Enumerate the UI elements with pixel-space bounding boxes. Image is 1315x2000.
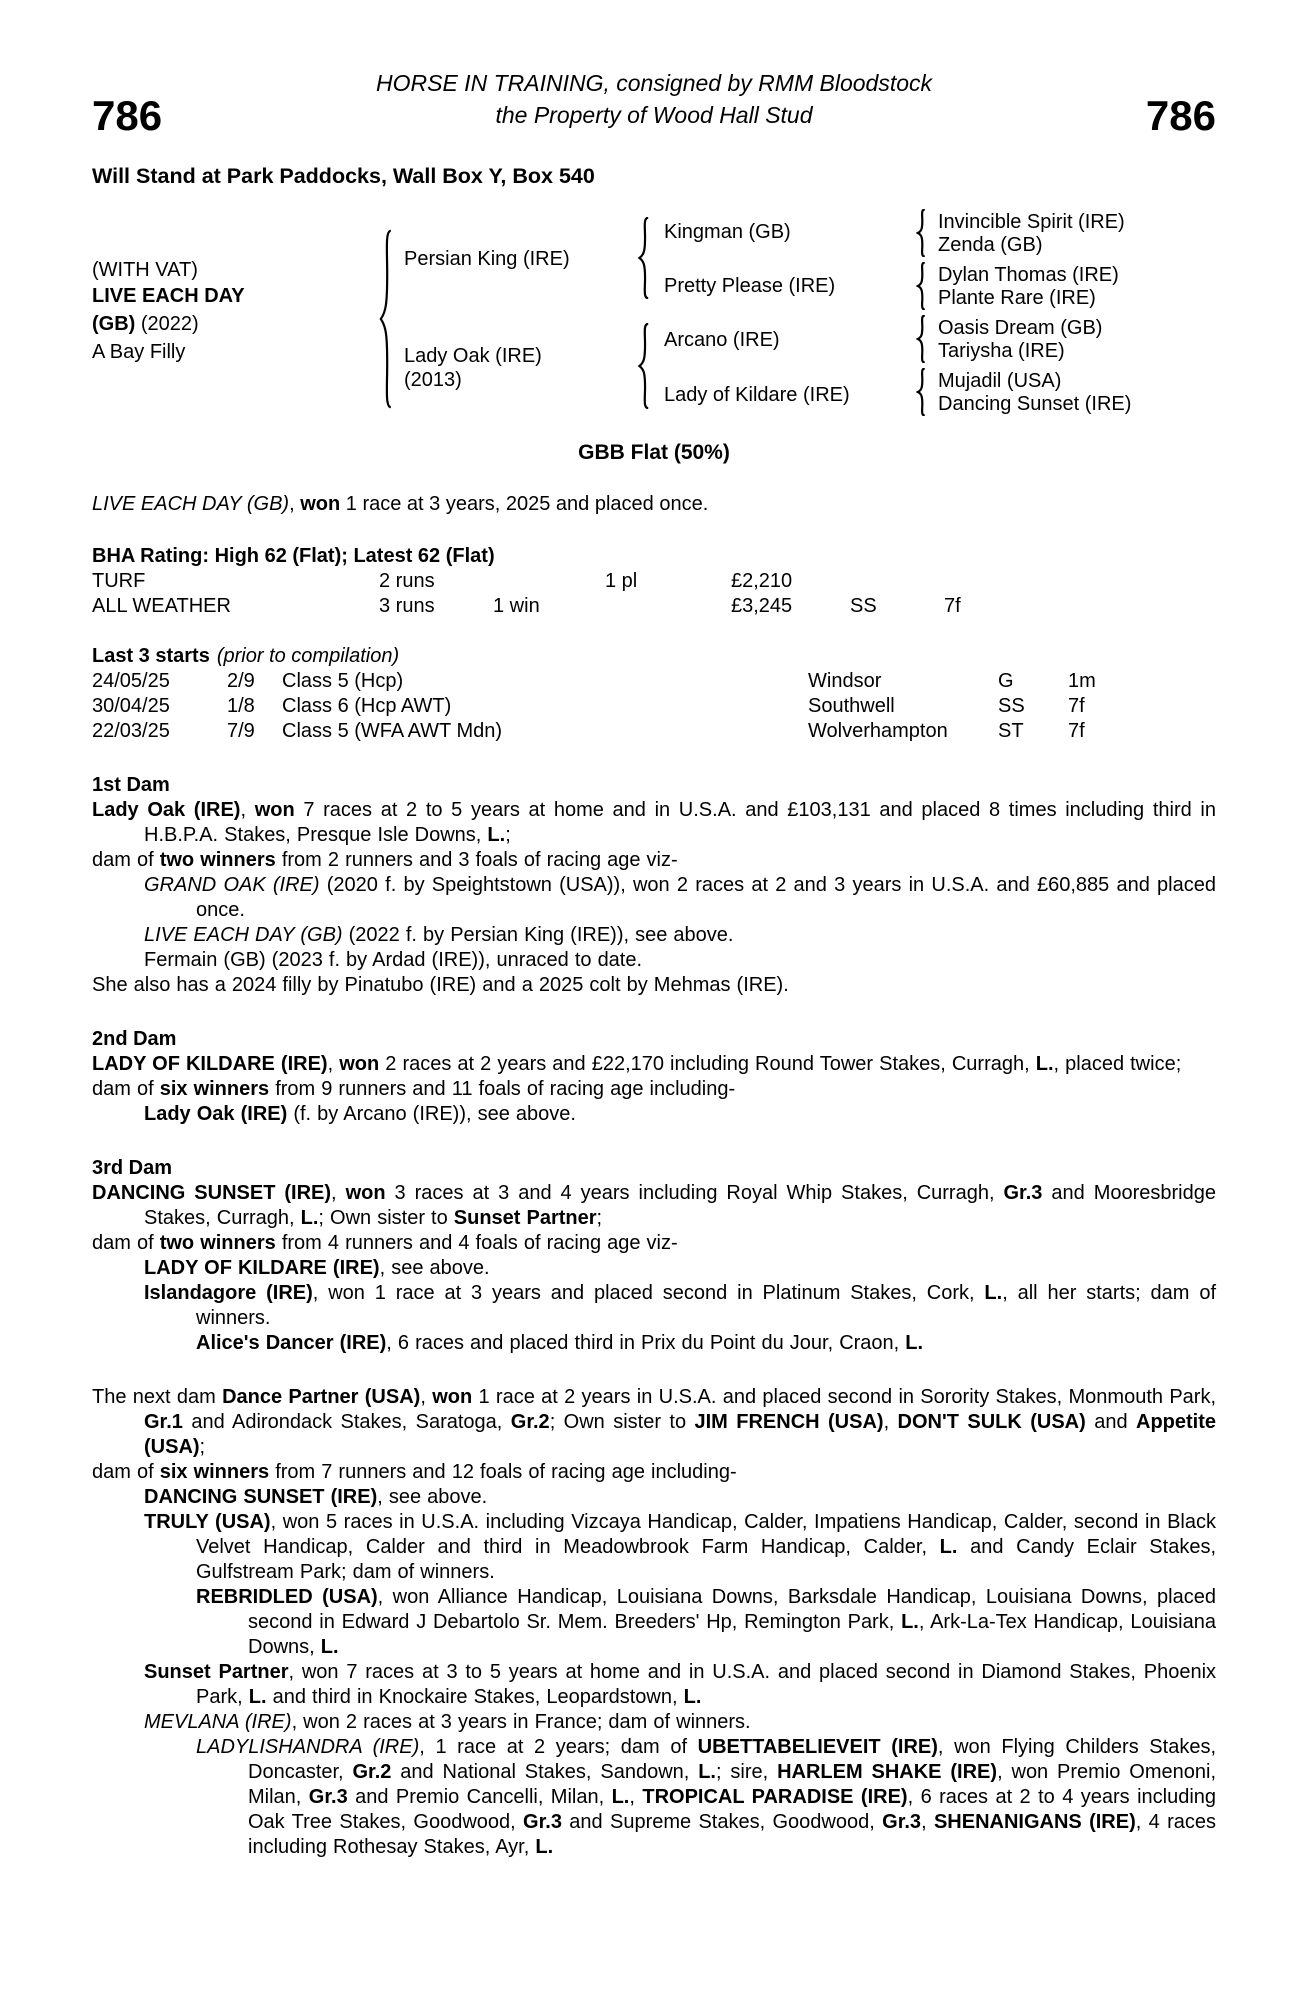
race-record-row <box>92 594 1216 619</box>
dam-birth-year: (2013) <box>404 369 462 391</box>
dam-section <box>92 1385 1216 1860</box>
dam-sections <box>92 773 1216 1860</box>
race-record-row <box>92 569 1216 594</box>
pedigree-paragraph: GRAND OAK (IRE) (2020 f. by Speightstown (USA)), won 2 races at 2 and 3 years in U.S.A. and £60,885 and placed once. <box>144 874 1216 921</box>
runs-cell: 2 runs <box>379 570 435 592</box>
horse-suffix-year <box>92 313 199 335</box>
dam-sire-name: Arcano (IRE) <box>664 329 780 351</box>
property-line: the Property of Wood Hall Stud <box>495 102 813 128</box>
course-cell: Windsor <box>808 670 882 692</box>
dam-heading: 3rd Dam <box>92 1157 173 1179</box>
sire-name: Persian King (IRE) <box>404 248 570 270</box>
distance-cell: 7f <box>1068 695 1085 717</box>
great-grandsire-name: Invincible Spirit (IRE) <box>938 211 1125 233</box>
going-cell: G <box>998 670 1014 692</box>
horse-description: A Bay Filly <box>92 341 186 363</box>
dam-dam-name: Lady of Kildare (IRE) <box>664 384 850 406</box>
great-grandsire-name: Oasis Dream (GB) <box>938 317 1103 339</box>
pedigree-paragraph: LADY OF KILDARE (IRE), won 2 races at 2 years and £22,170 including Round Tower Stakes, Curragh, L., placed twice; <box>92 1053 1182 1075</box>
pedigree-brace-icon <box>637 323 651 409</box>
distance-cell: 7f <box>944 595 961 617</box>
course-cell: Wolverhampton <box>808 720 948 742</box>
lot-number-left: 786 <box>92 92 163 139</box>
dam-section <box>92 1027 1216 1127</box>
sire-dam-name: Pretty Please (IRE) <box>664 275 836 297</box>
consignor-line: HORSE IN TRAINING, consigned by RMM Bloodstock <box>376 70 932 96</box>
pedigree-paragraph: MEVLANA (IRE), won 2 races at 3 years in France; dam of winners. <box>144 1711 751 1733</box>
great-grandsire-name: Dylan Thomas (IRE) <box>938 264 1119 286</box>
pedigree-paragraph: DANCING SUNSET (IRE), won 3 races at 3 and 4 years including Royal Whip Stakes, Curragh, Gr.3 and Mooresbridge Stakes, Curragh, L.; Own sister to Sunset Partner; <box>92 1182 1216 1229</box>
pedigree-paragraph: She also has a 2024 filly by Pinatubo (IRE) and a 2025 colt by Mehmas (IRE). <box>92 974 789 996</box>
pedigree-paragraph: dam of two winners from 2 runners and 3 foals of racing age viz- <box>92 849 678 871</box>
pedigree-brace-icon <box>637 217 651 299</box>
pedigree-brace-icon <box>916 368 927 416</box>
pedigree-paragraph: Lady Oak (IRE) (f. by Arcano (IRE)), see above. <box>144 1103 576 1125</box>
pedigree-paragraph: LIVE EACH DAY (GB) (2022 f. by Persian King (IRE)), see above. <box>144 924 734 946</box>
bha-rating-line: BHA Rating: High 62 (Flat); Latest 62 (Flat) <box>92 545 495 567</box>
earnings-cell: £3,245 <box>731 595 793 617</box>
race-class-cell: Class 6 (Hcp AWT) <box>282 695 452 717</box>
vat-note: (WITH VAT) <box>92 259 198 281</box>
distance-cell: 7f <box>1068 720 1085 742</box>
pedigree-paragraph: DANCING SUNSET (IRE), see above. <box>144 1486 488 1508</box>
last-starts-block <box>92 644 1216 744</box>
dam-heading: 1st Dam <box>92 774 170 796</box>
race-summary: LIVE EACH DAY (GB), won 1 race at 3 years, 2025 and placed once. <box>92 493 709 515</box>
pedigree-paragraph: REBRIDLED (USA), won Alliance Handicap, Louisiana Downs, Barksdale Handicap, Louisiana Downs, placed second in Edward J Debartolo Sr. Mem. Breeders' Hp, Remington Park, L., Ark-La-Tex Handicap, Louisiana Downs, L. <box>196 1586 1216 1658</box>
sire-sire-name: Kingman (GB) <box>664 221 791 243</box>
race-class-cell: Class 5 (WFA AWT Mdn) <box>282 720 503 742</box>
pedigree-paragraph: LADYLISHANDRA (IRE), 1 race at 2 years; dam of UBETTABELIEVEIT (IRE), won Flying Childers Stakes, Doncaster, Gr.2 and National Stakes, Sandown, L.; sire, HARLEM SHAKE (IRE), won Premio Omenoni, Milan, Gr.3 and Premio Cancelli, Milan, L., TROPICAL PARADISE (IRE), 6 races at 2 to 4 years including Oak Tree Stakes, Goodwood, Gr.3 and Supreme Stakes, Goodwood, Gr.3, SHENANIGANS (IRE), 4 races including Rothesay Stakes, Ayr, L. <box>196 1736 1217 1858</box>
pedigree-paragraph: Lady Oak (IRE), won 7 races at 2 to 5 years at home and in U.S.A. and £103,131 and placed 8 times including third in H.B.P.A. Stakes, Presque Isle Downs, L.; <box>92 799 1216 846</box>
lot-number-right: 786 <box>1145 92 1216 139</box>
great-grandsire-name: Mujadil (USA) <box>938 370 1062 392</box>
last-starts-title-note: (prior to compilation) <box>216 645 400 667</box>
date-cell: 24/05/25 <box>92 670 170 692</box>
great-granddam-name: Plante Rare (IRE) <box>938 287 1096 309</box>
last-starts-title <box>92 644 1216 669</box>
last-start-row <box>92 669 1216 694</box>
pedigree-tree <box>92 205 1216 420</box>
runs-cell: 3 runs <box>379 595 435 617</box>
pedigree-paragraph: LADY OF KILDARE (IRE), see above. <box>144 1257 490 1279</box>
pedigree-paragraph: TRULY (USA), won 5 races in U.S.A. including Vizcaya Handicap, Calder, Impatiens Handicap, Calder, second in Black Velvet Handicap, Calder and third in Meadowbrook Farm Handicap, Calder, L. and Candy Eclair Stakes, Gulfstream Park; dam of winners. <box>144 1511 1217 1583</box>
wins-cell: 1 win <box>493 595 540 617</box>
surface-cell: TURF <box>92 570 146 592</box>
horse-name: LIVE EACH DAY <box>92 285 245 307</box>
dam-paragraphs <box>92 1181 1216 1356</box>
pedigree-brace-icon <box>916 315 927 363</box>
position-cell: 1/8 <box>227 695 255 717</box>
surface-cell: ALL WEATHER <box>92 595 231 617</box>
pedigree-paragraph: dam of six winners from 7 runners and 12 foals of racing age including- <box>92 1461 737 1483</box>
dam-section <box>92 1156 1216 1356</box>
going-cell: SS <box>850 595 877 617</box>
pedigree-brace-icon <box>916 209 927 257</box>
race-class-cell: Class 5 (Hcp) <box>282 670 404 692</box>
pedigree-brace-icon <box>378 229 394 409</box>
last-starts-title-bold: Last 3 starts <box>92 645 210 667</box>
distance-cell: 1m <box>1068 670 1096 692</box>
pedigree-paragraph: dam of six winners from 9 runners and 11 foals of racing age including- <box>92 1078 736 1100</box>
horse-birth-year: (2022) <box>135 313 199 335</box>
dam-paragraphs <box>92 798 1216 998</box>
last-start-row <box>92 694 1216 719</box>
pedigree-brace-icon <box>916 262 927 310</box>
course-cell: Southwell <box>808 695 895 717</box>
lot-row <box>92 92 1216 142</box>
dam-paragraphs <box>92 1052 1216 1127</box>
earnings-cell: £2,210 <box>731 570 793 592</box>
last-starts-table <box>92 669 1216 744</box>
pedigree-paragraph: Fermain (GB) (2023 f. by Ardad (IRE)), unraced to date. <box>144 949 643 971</box>
position-cell: 2/9 <box>227 670 255 692</box>
position-cell: 7/9 <box>227 720 255 742</box>
date-cell: 22/03/25 <box>92 720 170 742</box>
last-start-row <box>92 719 1216 744</box>
pedigree-paragraph: The next dam Dance Partner (USA), won 1 race at 2 years in U.S.A. and placed second in Sorority Stakes, Monmouth Park, Gr.1 and Adirondack Stakes, Saratoga, Gr.2; Own sister to JIM FRENCH (USA), DON'T SULK (USA) and Appetite (USA); <box>92 1386 1217 1458</box>
great-granddam-name: Tariysha (IRE) <box>938 340 1065 362</box>
going-cell: SS <box>998 695 1025 717</box>
race-record-table <box>92 569 1216 619</box>
gbb-scheme-line: GBB Flat (50%) <box>578 441 730 464</box>
pedigree-paragraph: Islandagore (IRE), won 1 race at 3 years and placed second in Platinum Stakes, Cork, L., all her starts; dam of winners. <box>144 1282 1216 1329</box>
places-cell: 1 pl <box>605 570 638 592</box>
pedigree-paragraph: Sunset Partner, won 7 races at 3 to 5 years at home and in U.S.A. and placed second in Diamond Stakes, Phoenix Park, L. and third in Knockaire Stakes, Leopardstown, L. <box>144 1661 1217 1708</box>
dam-paragraphs <box>92 1385 1216 1860</box>
great-granddam-name: Zenda (GB) <box>938 234 1043 256</box>
date-cell: 30/04/25 <box>92 695 170 717</box>
dam-name: Lady Oak (IRE) <box>404 345 542 367</box>
pedigree-paragraph: Alice's Dancer (IRE), 6 races and placed third in Prix du Point du Jour, Craon, L. <box>196 1332 924 1354</box>
pedigree-paragraph: dam of two winners from 4 runners and 4 foals of racing age viz- <box>92 1232 678 1254</box>
great-granddam-name: Dancing Sunset (IRE) <box>938 393 1132 415</box>
dam-heading: 2nd Dam <box>92 1028 177 1050</box>
dam-section <box>92 773 1216 998</box>
horse-country-suffix: (GB) <box>92 313 136 335</box>
going-cell: ST <box>998 720 1024 742</box>
stand-location-line: Will Stand at Park Paddocks, Wall Box Y, Box 540 <box>92 164 595 188</box>
